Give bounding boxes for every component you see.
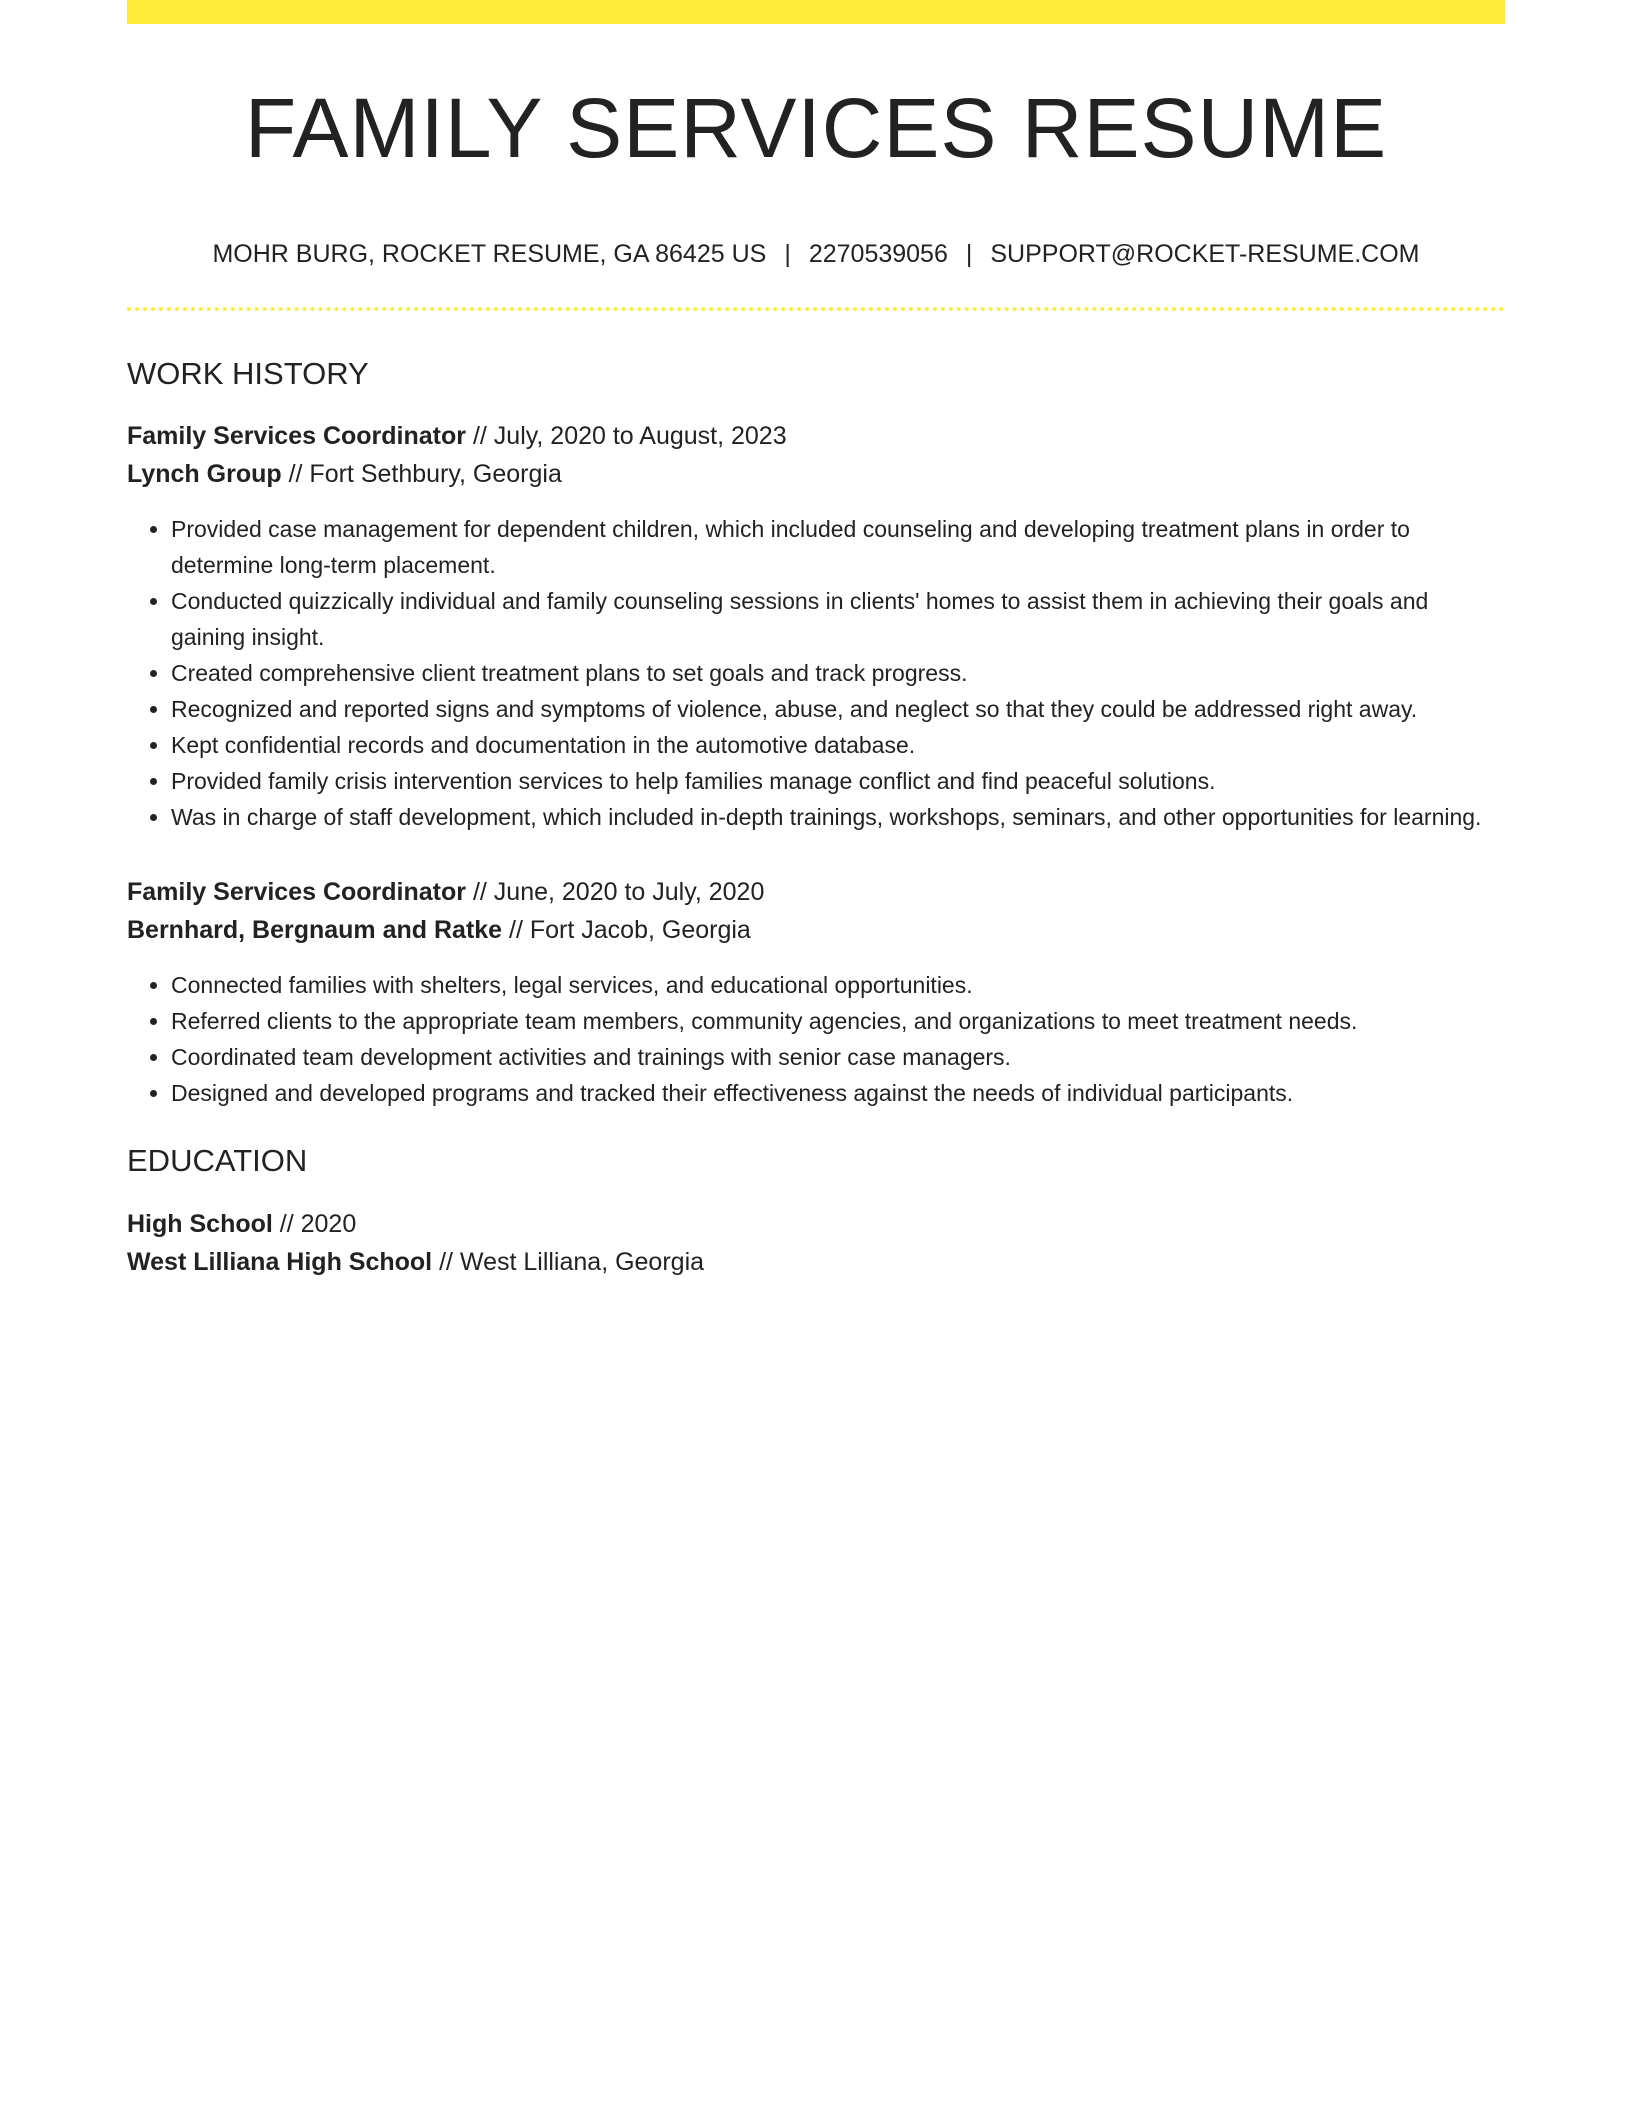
job-bullet: • Recognized and reported signs and symptoms of violence, abuse, and neglect so that they could be addressed right away. (171, 691, 1505, 727)
job-bullet: • Was in charge of staff development, which included in-depth trainings, workshops, seminars, and other opportunities for learning. (171, 799, 1505, 835)
education-degree-line (127, 1205, 1505, 1243)
job-title: Family Services Coordinator (127, 878, 467, 906)
job-company-line (127, 911, 1505, 949)
dotted-divider (127, 307, 1505, 311)
job-company: Bernhard, Bergnaum and Ratke (127, 916, 503, 944)
contact-phone: 2270539056 (808, 240, 948, 268)
education-school: West Lilliana High School (127, 1248, 433, 1276)
job-bullets (127, 511, 1505, 835)
education-entry (127, 1205, 1505, 1281)
job-entry (127, 417, 1505, 835)
contact-address: MOHR BURG, ROCKET RESUME, GA 86425 US (212, 240, 767, 268)
education-year: // 2020 (272, 1210, 357, 1238)
contact-separator: | (784, 240, 791, 268)
job-location: // Fort Jacob, Georgia (502, 916, 751, 944)
job-bullets (127, 967, 1505, 1111)
job-dates: // July, 2020 to August, 2023 (466, 422, 787, 450)
job-bullet: • Provided case management for dependent children, which included counseling and developing treatment plans in order to determine long-term placement. (171, 511, 1505, 583)
job-company: Lynch Group (127, 460, 282, 488)
job-bullet: • Created comprehensive client treatment plans to set goals and track progress. (171, 655, 1505, 691)
work-history-heading: WORK HISTORY (127, 356, 369, 391)
job-bullet: • Coordinated team development activities and trainings with senior case managers. (171, 1039, 1505, 1075)
job-dates: // June, 2020 to July, 2020 (466, 878, 765, 906)
education-school-line (127, 1243, 1505, 1281)
contact-email: SUPPORT@ROCKET-RESUME.COM (990, 240, 1420, 268)
accent-top-bar (127, 0, 1505, 24)
job-title-line (127, 873, 1505, 911)
resume-page (127, 0, 1505, 1281)
education-location: // West Lilliana, Georgia (432, 1248, 705, 1276)
job-bullet: • Referred clients to the appropriate team members, community agencies, and organizations to meet treatment needs. (171, 1003, 1505, 1039)
job-company-line (127, 455, 1505, 493)
job-bullet: • Provided family crisis intervention services to help families manage conflict and find peaceful solutions. (171, 763, 1505, 799)
job-bullet: • Kept confidential records and documentation in the automotive database. (171, 727, 1505, 763)
education-heading: EDUCATION (127, 1143, 308, 1178)
contact-line (127, 242, 1505, 267)
job-title: Family Services Coordinator (127, 422, 467, 450)
job-entry (127, 873, 1505, 1111)
job-location: // Fort Sethbury, Georgia (281, 460, 562, 488)
job-bullet: • Connected families with shelters, legal services, and educational opportunities. (171, 967, 1505, 1003)
education-degree: High School (127, 1210, 273, 1238)
job-title-line (127, 417, 1505, 455)
resume-title: FAMILY SERVICES RESUME (244, 81, 1388, 175)
contact-separator: | (965, 240, 973, 268)
job-bullet: • Designed and developed programs and tracked their effectiveness against the needs of individual participants. (171, 1075, 1505, 1111)
job-bullet: • Conducted quizzically individual and family counseling sessions in clients' homes to assist them in achieving their goals and gaining insight. (171, 583, 1505, 655)
